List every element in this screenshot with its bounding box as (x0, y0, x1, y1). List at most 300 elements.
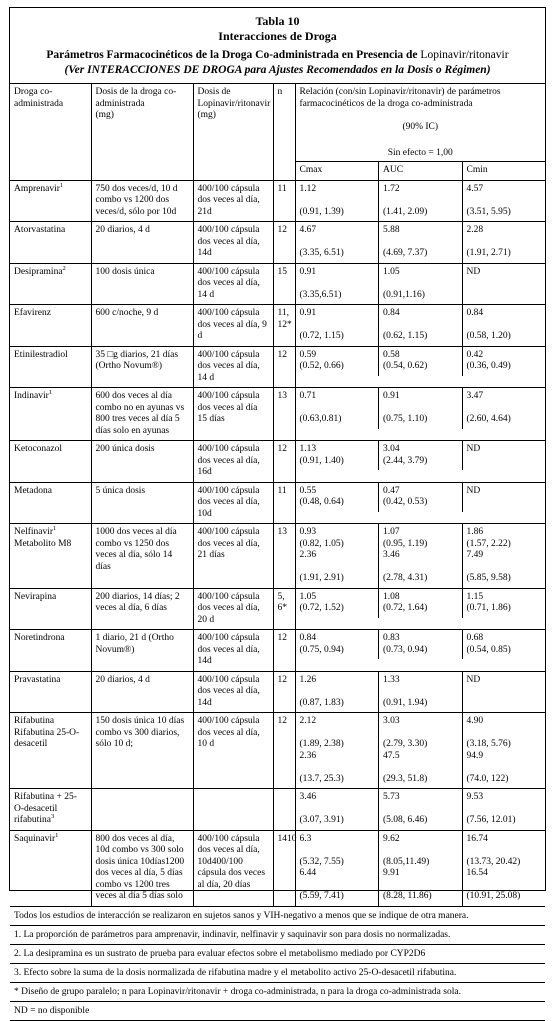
col-n-header: n (273, 84, 295, 180)
pk-values (296, 347, 546, 376)
lpv-text: 400/100 cápsula dos veces al día, 14d (197, 633, 260, 666)
cmin-cell (462, 441, 546, 470)
cmin-value: 0.68 (466, 633, 484, 643)
col-auc-header: AUC (378, 162, 462, 180)
auc-cell (378, 305, 462, 346)
pk-cell (295, 630, 545, 672)
table-caption-line1 (14, 48, 541, 63)
cmin-ci: (0.58, 1.20) (466, 331, 511, 341)
lpv-dose-cell (193, 388, 273, 441)
pk-values (296, 222, 546, 263)
cmax-ci: (0.72, 1.15) (299, 331, 344, 341)
lpv-dose-cell (193, 713, 273, 789)
cmax-value: 6.3 (299, 833, 312, 844)
footnote-marker: 3 (50, 812, 55, 820)
cmin-cell (462, 483, 546, 512)
drug-cell (10, 222, 91, 264)
dose-text: 20 diarios, 4 d (95, 674, 150, 685)
auc-value: 5.88 (383, 225, 400, 235)
cmax-value: 1.13 (299, 444, 317, 454)
n-value: 15 (277, 266, 287, 277)
n-cell (273, 180, 295, 222)
cmax-value: 0.91 (299, 266, 317, 277)
cmax-value: 0.59 (299, 349, 317, 360)
pk-cell (295, 588, 545, 630)
cmax-ci: (0.91, 1.40) (299, 455, 344, 466)
lpv-dose-cell (193, 789, 273, 831)
cmax-value: 0.84 (299, 633, 317, 643)
cmax-cell (296, 305, 379, 346)
drug-name: Saquinavir (14, 833, 56, 844)
drug-cell (10, 388, 91, 441)
pk-values (296, 589, 546, 618)
lpv-text: 400/100 cápsula dos veces al día, 14d (197, 225, 260, 258)
lpv-text-2: 400/100 cápsula dos veces al día, 20 días (197, 856, 266, 890)
auc-ci: (8.05,11.49) (383, 856, 430, 867)
auc-ci: (2.44, 3.79) (383, 455, 428, 466)
n-cell (273, 830, 295, 906)
auc-cell (378, 388, 462, 429)
cmax-value: 0.55 (299, 485, 317, 496)
dose-text: 35 □g diarios, 21 días (Ortho Novum®) (95, 349, 179, 371)
cmin-ci: (7.56, 12.01) (466, 815, 516, 825)
auc-cell (378, 264, 462, 305)
cmax-ci-2: (13.7, 25.3) (299, 773, 344, 784)
table-row (10, 588, 545, 630)
table-row (10, 630, 545, 672)
cmin-cell (462, 305, 546, 346)
auc-cell (378, 347, 462, 376)
cmax-ci-2: (5.59, 7.41) (299, 891, 344, 901)
pk-values (296, 831, 546, 906)
lpv-dose-cell (193, 588, 273, 630)
footnote-row (10, 907, 545, 926)
cmax-cell (296, 713, 379, 788)
dose-cell (91, 789, 193, 831)
table-row (10, 671, 545, 713)
n-value: 12 (277, 225, 287, 235)
lpv-text: 400/100 cápsula dos veces al día, 16d (197, 444, 260, 477)
drug-cell (10, 789, 91, 831)
drug-name: Desipramina (14, 266, 63, 277)
auc-ci: (0.95, 1.19) (383, 538, 428, 549)
auc-value-2: 9.91 (383, 868, 400, 878)
cmax-value-2: 6.44 (299, 868, 317, 878)
lpv-text: 400/100 cápsula dos veces al día, 21 días (197, 527, 260, 560)
drug-name: Atorvastatina (14, 225, 66, 235)
drug-name: Amprenavir (14, 183, 60, 194)
footnote-row (10, 963, 545, 982)
cmax-cell (296, 589, 379, 618)
cmax-value: 0.91 (299, 308, 317, 318)
auc-value-2: 3.46 (383, 550, 400, 560)
n-value: 13 (277, 391, 287, 401)
lpv-text: 400/100 cápsula dos veces al día, 21d (197, 183, 260, 217)
footnote-text: * Diseño de grupo paralelo; n para Lopinavir/ritonavir + droga co-administrada, n para la droga co-administrada sola. (10, 982, 545, 1001)
pk-cell (295, 482, 545, 524)
n-cell (273, 222, 295, 264)
auc-ci: (0.72, 1.64) (383, 603, 428, 613)
dose-cell (91, 671, 193, 713)
cmin-value-2: 94.9 (466, 750, 484, 761)
footnote-row (10, 982, 545, 1001)
cmax-cell (296, 483, 379, 512)
auc-value: 9.62 (383, 833, 400, 844)
dose-cell (91, 630, 193, 672)
lpv-text: 400/100 cápsula dos veces al día, 10d (197, 833, 260, 867)
drug-cell (10, 671, 91, 713)
auc-ci: (1.41, 2.09) (383, 206, 428, 217)
col-dose-unit: (mg) (95, 110, 114, 120)
pk-cell (295, 830, 545, 906)
n-cell (273, 713, 295, 789)
cmin-cell (462, 181, 546, 222)
cmax-ci: (3.35, 6.51) (299, 248, 344, 258)
drug-name: Metadona (14, 485, 52, 496)
auc-value: 3.03 (383, 716, 400, 726)
cmax-ci: (0.91, 1.39) (299, 206, 344, 217)
drug-cell (10, 630, 91, 672)
cmax-value: 4.67 (299, 225, 317, 235)
n-cell (273, 482, 295, 524)
table-row (10, 263, 545, 305)
dose-text: 600 dos veces al día combo no en ayunas vs 800 tres veces al día 5 días solo en ayunas (95, 391, 185, 436)
cmax-ci: (3.07, 3.91) (299, 815, 344, 825)
cmin-cell (462, 831, 546, 906)
cmax-cell (296, 831, 379, 906)
cmax-value: 2.12 (299, 716, 317, 726)
footnote-text: 2. La desipramina es un sustrato de prueba para evaluar efectos sobre el metabolismo mediado por CYP2D6 (10, 944, 545, 963)
n-value: 12 (277, 349, 287, 360)
col-dose-header (91, 84, 193, 180)
dose-text: 1000 dos veces al día combo vs 1250 dos veces al día, sólo 14 días (95, 527, 177, 572)
drug-name: Noretindrona (14, 633, 65, 643)
cmax-cell (296, 441, 379, 470)
dose-cell (91, 346, 193, 388)
auc-ci-2: (8.28, 11.86) (383, 891, 432, 901)
auc-ci: (0.73, 0.94) (383, 644, 428, 655)
footnote-text: 3. Efecto sobre la suma de la dosis normalizada de rifabutina madre y el metabolito activo 25-O-desacetil rifabutina. (10, 963, 545, 982)
cmin-cell (462, 630, 546, 659)
pk-values (296, 483, 546, 512)
cmin-cell (462, 713, 546, 788)
lpv-text: 400/100 cápsula dos veces al día, 14 d (197, 349, 260, 383)
no-effect-label: Sin efecto = 1,00 (387, 147, 453, 158)
cmax-ci: (0.63,0.81) (299, 414, 342, 424)
pk-values (296, 524, 546, 588)
table-row (10, 713, 545, 789)
pk-cell (295, 263, 545, 305)
cmin-value: 16.74 (466, 833, 488, 844)
lpv-dose-cell (193, 830, 273, 906)
cmax-cell (296, 672, 379, 713)
ratio-label: Relación (con/sin Lopinavir/ritonavir) de parámetros farmacocinéticos de la droga co-administrada (299, 87, 501, 109)
pk-values (296, 672, 546, 713)
pk-cell (295, 671, 545, 713)
pk-values (296, 305, 546, 346)
pk-cell (295, 441, 545, 483)
table-row (10, 524, 545, 589)
dose-cell (91, 180, 193, 222)
drug-name: Rifabutina + 25-O-desacetil rifabutina (14, 792, 77, 825)
cmin-ci: (0.54, 0.85) (466, 644, 511, 655)
dose-cell (91, 588, 193, 630)
cmin-value: 0.84 (466, 308, 484, 318)
cmin-ci: (3.18, 5.76) (466, 739, 511, 749)
pk-values (296, 264, 546, 305)
cmin-value: 0.42 (466, 349, 484, 360)
pk-values (296, 630, 546, 659)
pk-cell (295, 388, 545, 441)
cmax-ci: (0.52, 0.66) (299, 361, 344, 371)
cmax-value: 0.93 (299, 527, 317, 537)
pk-cell (295, 305, 545, 347)
caption-bold: Parámetros Farmacocinéticos de la Droga Co-administrada en Presencia de (46, 49, 418, 61)
auc-value: 3.04 (383, 444, 400, 454)
n-cell (273, 305, 295, 347)
auc-value: 1.08 (383, 591, 400, 602)
cmax-ci: (5.32, 7.55) (299, 856, 344, 867)
caption-plain: Lopinavir/ritonavir (420, 49, 509, 61)
cmax-ci-2: (1.91, 2.91) (299, 573, 344, 583)
cmax-ci: (0.75, 0.94) (299, 644, 344, 655)
cmin-ci: (1.57, 2.22) (466, 538, 511, 549)
auc-cell (378, 789, 462, 830)
footnote-row (10, 925, 545, 944)
n-cell (273, 346, 295, 388)
auc-cell (378, 181, 462, 222)
auc-cell (378, 222, 462, 263)
auc-cell (378, 589, 462, 618)
table-title: Tabla 10 (255, 14, 300, 28)
col-ratio-header (295, 84, 545, 180)
cmin-value: 4.57 (466, 183, 484, 194)
dose-cell (91, 388, 193, 441)
lpv-text: 400/100 cápsula dos veces al día, 14d (197, 674, 260, 708)
cmin-ci: (13.73, 20.42) (466, 856, 521, 867)
cmax-ci: (0.72, 1.52) (299, 603, 344, 613)
cmin-cell (462, 524, 546, 588)
cmin-cell (462, 789, 546, 830)
cmax-cell (296, 388, 379, 429)
cmin-ci: (3.51, 5.95) (466, 206, 511, 217)
auc-ci-2: (29.3, 51.8) (383, 773, 428, 784)
dose-cell (91, 713, 193, 789)
auc-cell (378, 713, 462, 788)
col-lpv-header: Dosis de Lopinavir/ritonavir (mg) (193, 84, 273, 180)
auc-cell (378, 524, 462, 588)
dose-text: 20 diarios, 4 d (95, 225, 150, 235)
column-header-row (10, 84, 545, 180)
table-row (10, 830, 545, 906)
dose-cell (91, 482, 193, 524)
auc-ci: (0.42, 0.53) (383, 497, 428, 507)
table-subtitle: Interacciones de Droga (218, 29, 337, 43)
cmin-cell (462, 347, 546, 376)
cmin-ci: (2.60, 4.64) (466, 414, 511, 424)
n-cell (273, 441, 295, 483)
pk-values (296, 789, 546, 830)
lpv-dose-cell (193, 671, 273, 713)
dose-text-2: 1200 dos veces al día, 5 días combo vs 1200 tres veces al día 5 días solo (95, 856, 185, 901)
table-row (10, 441, 545, 483)
cmin-ci: (0.36, 0.49) (466, 361, 511, 371)
lpv-dose-cell (193, 630, 273, 672)
auc-ci: (0.54, 0.62) (383, 361, 428, 371)
ci-label: (90% IC) (402, 122, 439, 132)
cmax-cell (296, 789, 379, 830)
cmin-ci-2: (10.91, 25.08) (466, 891, 521, 901)
drug-name: Etinilestradiol (14, 349, 68, 360)
drug-name: Nevirapina (14, 591, 57, 602)
dose-text: 1 diario, 21 d (Ortho Novum®) (95, 633, 174, 655)
auc-value: 0.84 (383, 308, 400, 318)
cmin-value-2: 16.54 (466, 868, 488, 878)
pk-cell (295, 222, 545, 264)
n-cell (273, 588, 295, 630)
lpv-text: 400/100 cápsula dos veces al día, 20 d (197, 591, 260, 625)
n-cell (273, 671, 295, 713)
drug-name: Pravastatina (14, 674, 61, 685)
lpv-dose-cell (193, 482, 273, 524)
pk-values (296, 713, 546, 788)
auc-value: 0.91 (383, 391, 400, 401)
n-value: 12 (277, 716, 287, 726)
auc-cell (378, 441, 462, 470)
dose-text: 100 dosis única (95, 266, 155, 277)
col-cmin-header: Cmin (462, 162, 546, 180)
cmax-value: 0.71 (299, 391, 317, 401)
cmin-value: 9.53 (466, 792, 484, 802)
footnote-text: ND = no disponible (10, 1001, 545, 1020)
footnote-marker: 1 (59, 181, 64, 189)
auc-cell (378, 672, 462, 713)
table-row (10, 222, 545, 264)
cmin-value-2: 7.49 (466, 550, 484, 560)
table-header (10, 8, 545, 84)
pk-cell (295, 524, 545, 589)
auc-ci: (4.69, 7.37) (383, 248, 428, 258)
n-value: 12 (277, 674, 287, 685)
lpv-dose-cell (193, 180, 273, 222)
n-value: 11, 12* (277, 308, 292, 330)
dose-cell (91, 441, 193, 483)
cmax-ci: (1.89, 2.38) (299, 739, 344, 749)
n-value: 13 (277, 527, 287, 537)
cmin-ci: (0.71, 1.86) (466, 603, 511, 613)
dose-text: 150 dosis única 10 días combo vs 300 diarios, sólo 10 d; (95, 716, 185, 749)
n-value: 12 (277, 444, 287, 454)
n-cell (273, 524, 295, 589)
drug-name: Indinavir (14, 391, 49, 401)
n-value-2: 10 (287, 833, 297, 844)
lpv-text: 400/100 cápsula dos veces al día, 10d (197, 485, 260, 519)
cmax-ci: (3.35,6.51) (299, 289, 342, 300)
cmax-ci: (0.48, 0.64) (299, 497, 344, 507)
cmax-value-2: 2.36 (299, 750, 317, 761)
n-value: 12 (277, 633, 287, 643)
cmin-ci: (1.91, 2.71) (466, 248, 511, 258)
cmin-cell (462, 589, 546, 618)
auc-cell (378, 831, 462, 906)
pk-cell (295, 346, 545, 388)
metabolite-name: Rifabutina 25-O-desacetil (14, 727, 80, 749)
auc-ci: (5.08, 6.46) (383, 815, 428, 825)
drug-cell (10, 713, 91, 789)
footnote-marker: 1 (55, 831, 59, 839)
drug-name: Efavirenz (14, 308, 51, 318)
lpv-dose-cell (193, 524, 273, 589)
cmin-value: ND (466, 485, 481, 496)
auc-value: 1.72 (383, 183, 400, 194)
col-dose-label: Dosis de la droga co-administrada (95, 87, 177, 109)
interaction-table (10, 84, 545, 907)
cmax-value: 3.46 (299, 792, 317, 802)
col-drug-header: Droga co-administrada (10, 84, 91, 180)
document-page (9, 7, 546, 1016)
auc-value: 1.33 (383, 674, 400, 685)
table-row (10, 305, 545, 347)
lpv-text: 400/100 cápsula dos veces al día, 9 d (197, 308, 267, 341)
drug-cell (10, 263, 91, 305)
pk-values (296, 441, 546, 470)
footnote-row (10, 1001, 545, 1020)
auc-cell (378, 483, 462, 512)
cmin-value: ND (466, 674, 481, 685)
auc-ci: (0.62, 1.15) (383, 331, 428, 341)
cmax-value: 1.26 (299, 674, 317, 685)
drug-cell (10, 482, 91, 524)
footnote-text: Todos los estudios de interacción se realizaron en sujetos sanos y VIH-negativo a menos que se indique de otra manera. (10, 907, 545, 926)
lpv-text: 400/100 cápsula dos veces al día, 10 d (197, 716, 260, 749)
table-row (10, 789, 545, 831)
lpv-dose-cell (193, 263, 273, 305)
dose-cell (91, 524, 193, 589)
n-value: 11 (277, 183, 287, 194)
cmax-cell (296, 264, 379, 305)
n-value: 11 (277, 485, 287, 496)
cmax-ci: (0.82, 1.05) (299, 538, 344, 549)
cmin-value: ND (466, 444, 481, 454)
auc-ci: (0.91, 1.94) (383, 697, 428, 708)
cmin-cell (462, 222, 546, 263)
footnote-row (10, 944, 545, 963)
auc-value: 5.73 (383, 792, 400, 802)
dose-text: 200 única dosis (95, 444, 155, 454)
drug-cell (10, 524, 91, 589)
cmin-ci-2: (5.85, 9.58) (466, 573, 511, 583)
drug-cell (10, 346, 91, 388)
cmax-ci: (0.87, 1.83) (299, 697, 344, 708)
auc-ci: (0.75, 1.10) (383, 414, 428, 424)
footnote-text: 1. La proporción de parámetros para amprenavir, indinavir, nelfinavir y saquinavir son para dosis no normalizadas. (10, 925, 545, 944)
pk-values (296, 181, 546, 222)
drug-cell (10, 305, 91, 347)
dose-text: 5 única dosis (95, 485, 146, 496)
lpv-dose-cell (193, 441, 273, 483)
cmax-cell (296, 630, 379, 659)
drug-cell (10, 441, 91, 483)
cmin-cell (462, 388, 546, 429)
footnote-marker: 2 (62, 264, 66, 272)
footnote-marker: 1 (53, 524, 57, 532)
auc-value: 0.47 (383, 485, 400, 496)
table-row (10, 482, 545, 524)
lpv-dose-cell (193, 305, 273, 347)
cmin-cell (462, 264, 546, 305)
dose-cell (91, 222, 193, 264)
cmax-cell (296, 524, 379, 588)
